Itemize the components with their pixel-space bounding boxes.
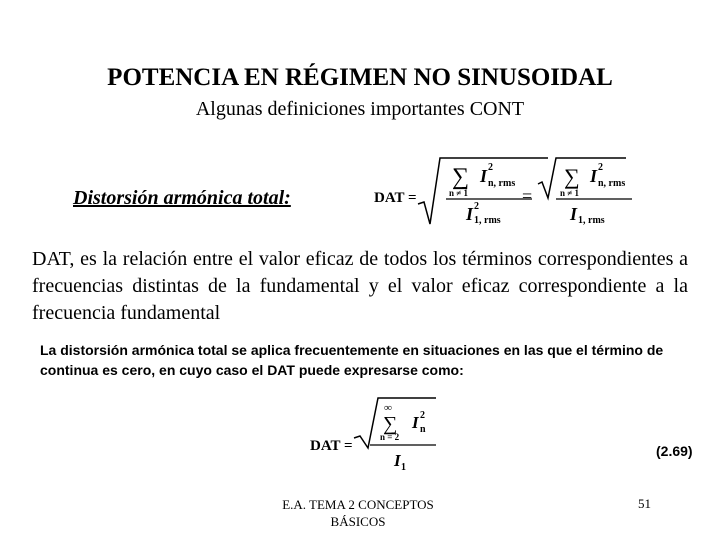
formula1-den2-var: I [570, 204, 578, 224]
formula1-num-sub: n, rms [488, 178, 516, 189]
formula2-num-sup: 2 [420, 410, 425, 421]
formula1-lhs: DAT = [374, 190, 417, 206]
footer-text: E.A. TEMA 2 CONCEPTOS BÁSICOS [282, 497, 434, 529]
formula1-den-var: I [466, 204, 474, 224]
formula2-num-sub: n [420, 424, 426, 435]
formula1-eq: = [522, 186, 533, 206]
formula1-num2-var: I [590, 166, 598, 186]
formula1-num-var: I [480, 166, 488, 186]
formula2-num-var: I [412, 413, 419, 432]
section-label: Distorsión armónica total: [73, 187, 291, 209]
formula1-den-sub: 1, rms [474, 215, 501, 226]
formula-dat-2 [300, 392, 460, 474]
formula1-sum: ∑ [452, 164, 470, 190]
slide-subtitle: Algunas definiciones importantes CONT [195, 98, 525, 120]
scanned-text: La distorsión armónica total se aplica frecuentemente en situaciones en las que el término de continua es cero, en cuyo caso el DAT puede expresarse como: [40, 342, 664, 378]
formula2-den-var: I [394, 451, 401, 470]
formula2-lhs: DAT = [310, 438, 353, 454]
definition-paragraph: DAT, es la relación entre el valor eficaz de todos los términos correspondientes a frecuencias distintas de la fundamental y el valor eficaz correspondiente a la frecuencia fundamental [32, 248, 688, 324]
slide-title: POTENCIA EN RÉGIMEN NO SINUSOIDAL [107, 64, 613, 91]
formula1-num-sup: 2 [488, 162, 493, 173]
formula1-num2-sub: n, rms [598, 178, 626, 189]
equation-number: (2.69) [656, 443, 693, 459]
formula1-den-sup: 2 [474, 201, 479, 212]
formula1-sum2: ∑ [564, 164, 580, 189]
formula1-den2-sub: 1, rms [578, 215, 605, 226]
formula1-num2-sup: 2 [598, 162, 603, 173]
formula2-upper: ∞ [384, 402, 392, 414]
formula2-lower: n = 2 [380, 432, 400, 442]
formula-dat-1 [360, 150, 650, 230]
formula1-index: n ≠ 1 [449, 188, 468, 198]
formula2-sum: ∑ [383, 413, 398, 435]
page-number: 51 [638, 496, 651, 511]
formula1-index2: n ≠ 1 [560, 188, 579, 198]
formula2-den-sub: 1 [401, 462, 406, 473]
